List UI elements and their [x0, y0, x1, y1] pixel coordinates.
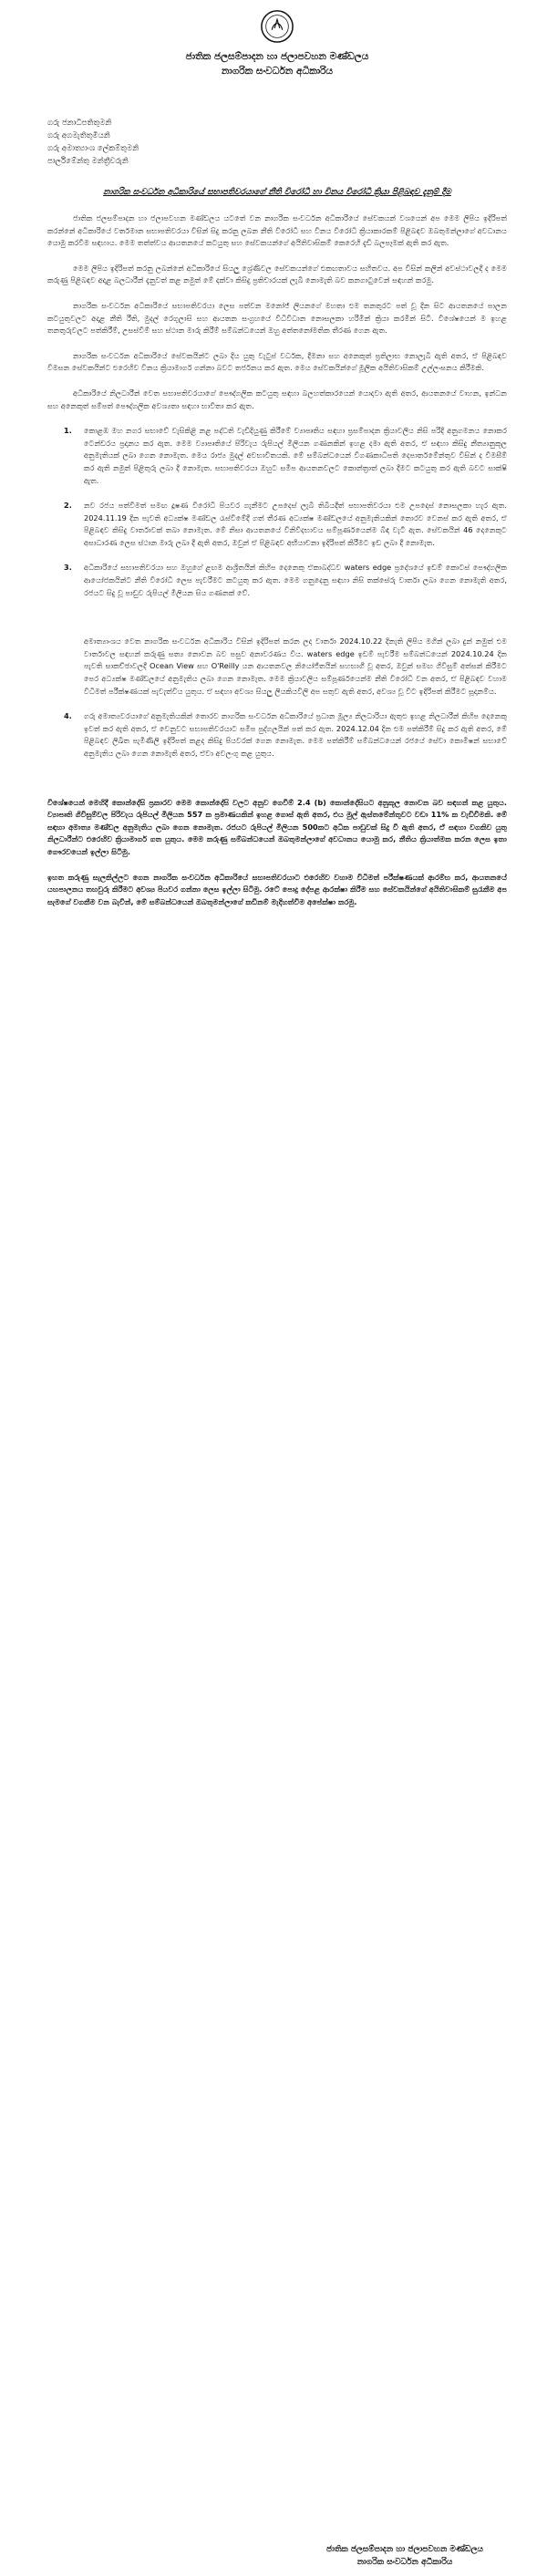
numbered-item — [47, 500, 507, 549]
item-number: 2. — [64, 501, 72, 511]
office-name: නාගරික සංවර්ධන අධිකාරිය — [221, 66, 334, 77]
emphasis-paragraph — [47, 797, 507, 859]
item-number: 4. — [64, 711, 72, 721]
numbered-item — [47, 562, 507, 599]
body-paragraph: ජාතික ජලසම්පාදන හා ජලාපවහන මණ්ඩලය යටතේ වන නාගරික සංවර්ධන අධිකාරියේ සේවකයන් වශයෙන් අප මෙම ලිපිය ඉදිරිපත් කරන්නේ අධිකාරියේ වර්තමාන සභාපතිවරයා විසින් සිදු කරනු ලබන නීති විරෝධී සහ විනය විරෝධී ක්‍රියාකාරකම් පිළිබඳව ඔබතුමන්ලාගේ අවධානය යොමු කරවීම සඳහාය. මෙම තත්ත්වය ආයතනයේ කටයුතු සහ සේවකයන්ගේ අයිතිවාසිකම් කෙරෙහි දැඩි බලපෑමක් ඇති කර ඇත. — [47, 213, 507, 248]
numbered-item — [47, 425, 507, 487]
emblem-icon — [260, 9, 294, 44]
item-text: අමාත්‍යාංශය වෙත නාගරික සංවර්ධන අධිකාරිය විසින් ඉදිරිපත් කරන ලද වාර්තා 2024.10.22 දිනැති ලිපිය මගින් ලබා දුන් නමුත් එම වාර්තාවල සඳහන් කරුණු සත්‍ය නොවන බව පසුව අනාවරණය විය. waters edge ඉඩම් පැවරීම සම්බන්ධයෙන් 2024.10.24 දින පැවති සාකච්ඡාවලදී Ocean View සහ O'Reilly යන ආයතනවල නියෝජිතයින් සහභාගී වූ අතර, ඔවුන් සමඟ ගිවිසුම් අත්සන් කිරීමට පෙර අධ්‍යක්ෂ මණ්ඩලයේ අනුමැතිය ලබා ගෙන නොමැත. මෙම ක්‍රියාවලිය සම්පූර්ණයෙන්ම නීති විරෝධී වන අතර, ඒ පිළිබඳව වහාම විධිමත් පරීක්ෂණයක් පැවැත්විය යුතුය. ඒ සඳහා අවශ්‍ය සියලු ලියකියවිලි අප සතුව ඇති අතර, අවශ්‍ය වූ විට ඉදිරිපත් කිරීමට සූදානම්ය. — [84, 636, 507, 696]
closing-paragraph: ඉහත කරුණු සැලකිල්ලට ගෙන නාගරික සංවර්ධන අධිකාරියේ සභාපතිවරයාට එරෙහිව වහාම විධිමත් පරීක්ෂණයක් ආරම්භ කර, ආයතනයේ යහපාලනය තහවුරු කිරීමට අවශ්‍ය පියවර ගන්නා ලෙස ඉල්ලා සිටිමු. රටේ පොදු දේපළ ආරක්ෂා කිරීම සහ සේවකයින්ගේ අයිතිවාසිකම් සුරැකීම අප සැමගේ වගකීම වන බැවින්, මේ සම්බන්ධයෙන් ඔබතුමන්ලාගේ කඩිනම් මැදිහත්වීම අපේක්ෂා කරමු. — [47, 872, 507, 906]
addressee-line: පාර්ලිමේන්තු මන්ත්‍රීවරුනි — [47, 157, 129, 166]
org-name: ජාතික ජලසම්පාදන හා ජලාපවහන මණ්ඩලය — [185, 51, 369, 62]
item-number: 3. — [64, 563, 72, 573]
addressee-line: ගරු ජනාධිපතිතුමනි — [47, 119, 112, 128]
signature-office: නාගරික සංවර්ධන අධිකාරිය — [356, 2558, 453, 2567]
body-paragraph: නාගරික සංවර්ධන අධිකාරියේ සභාපතිවරයා ලෙස පත්වන මනෝජ් ලියනගේ මහතා එම තනතුරට පත් වූ දින සිට ආයතනයේ පාලන කටයුතුවලට අදාළ නීති රීති, මුදල් රෙගුලාසි සහ ආයතන සංග්‍රහයේ විධිවිධාන නොසලකා හරිමින් ක්‍රියා කරමින් සිටී. විශේෂයෙන් ම ඉහළ තනතුරුවලට පත්කිරීම්, උසස්වීම් සහ ස්ථාන මාරු කිරීම් සම්බන්ධයෙන් ඔහු අත්තනෝමතික තීරණ ගෙන ඇත. — [47, 300, 507, 336]
body-paragraph: අධිකාරියේ නිලධාරීන් වෙත සභාපතිවරයාගේ පෞද්ගලික කටයුතු සඳහා බලහත්කාරයෙන් යොදවා ඇති අතර, ආයතනයේ වාහන, ඉන්ධන සහ අනෙකුත් සම්පත් පෞද්ගලික අවශ්‍යතා සඳහා භාවිතා කර ඇත. — [47, 388, 507, 410]
item-text: නව රජය පත්වීමත් සමඟ දූෂණ විරෝධී පියවර ගැනීමට උපදෙස් ලැබී තිබියදීත් සභාපතිවරයා එම උපදෙස් නොසලකා හැර ඇත. 2024.11.19 දින පැවති අධ්‍යක්ෂ මණ්ඩල රැස්වීමේදී ගත් තීරණ අධ්‍යක්ෂ මණ්ඩලයේ අනුමැතියකින් තොරව වෙනස් කර ඇති අතර, ඒ පිළිබඳව කිසිදු වාර්තාවක් තබා නොමැත. මේ නිසා ආයතනයේ විනිවිදභාවය සම්පූර්ණයෙන්ම බිඳ වැටී ඇත. සේවකයින් 46 දෙනෙකුට අසාධාරණ ලෙස ස්ථාන මාරු ලබා දී ඇති අතර, ඔවුන් ඒ පිළිබඳව අභියාචනා ඉදිරිපත් කිරීමට ඉඩ ලබා දී නොමැත. — [84, 501, 507, 547]
item-text: කොළඹ මහ නගර සභාවේ වැසිකිළි නළ පද්ධති වැඩිදියුණු කිරීමේ ව්‍යාපෘතිය සඳහා ප්‍රසම්පාදන ක්‍රියාවලිය නිසි පරිදි අනුගමනය නොකර ටෙන්ඩරය ප්‍රදානය කර ඇත. මෙම ව්‍යාපෘතියේ පිරිවැය රුපියල් මිලියන ගණනකින් ඉහළ දමා ඇති අතර, ඒ සඳහා කිසිදු නීත්‍යානුකූල අනුමැතියක් ලබා ගෙන නොමැත. මෙය රාජ්‍ය මුදල් අවභාවිතයකි. මේ සම්බන්ධයෙන් විගණකාධිපති දෙපාර්තමේන්තුව විසින් ද විමසීම් කර ඇති නමුත් පිළිතුරු ලබා දී නොමැත. සභාපතිවරයා ඔහුට සමීප ආයතනවලට කොන්ත්‍රාත් ලබා දීමට කටයුතු කර ඇති බවට සාක්ෂි ඇත. — [84, 426, 507, 485]
item-number: 1. — [64, 426, 72, 436]
signature-org: ජාතික ජලසම්පාදන හා ජලාපවහන මණ්ඩලය — [326, 2545, 483, 2554]
addressee-line: ගරු අමාත්‍යාංශ ලේකම්තුමනි — [47, 144, 139, 153]
item-text: ගරු අමාත්‍යවරයාගේ අනුමැතියකින් තොරව නාගරික සංවර්ධන අධිකාරියේ ප්‍රධාන මූල්‍ය නිලධාරියා ඇතුළු ඉහළ නිලධාරීන් කිහිප දෙනෙකු ඉවත් කර ඇති අතර, ඒ වෙනුවට සභාපතිවරයාට සමීප පුද්ගලයින් පත් කර ඇත. 2024.12.04 දින එම පත්කිරීම් සිදු කර ඇති අතර, මේ පිළිබඳව ලිඛිත පැමිණිලි ඉදිරිපත් කළද කිසිදු පියවරක් ගෙන නොමැත. මෙම පත්කිරීම් සම්බන්ධයෙන් රජයේ සේවා කොමිෂන් සභාවේ අනුමැතිය ලබා ගෙන නොමැති අතර, ඒවා අවලංගු කළ යුතුය. — [84, 711, 507, 758]
letter-header — [47, 0, 507, 78]
addressee-line: ගරු අගමැතිතුමියනි — [47, 131, 110, 140]
body-paragraph: නාගරික සංවර්ධන අධිකාරියේ සේවකයින්ට ලබා දිය යුතු වැටුප් වර්ධක, දීමනා සහ අනෙකුත් ප්‍රතිලාභ නොලැබී ඇති අතර, ඒ පිළිබඳව විමසන සේවකයින්ට එරෙහිව විනය ක්‍රියාමාර්ග ගන්නා බවට තර්ජනය කර ඇත. මෙය සේවකයින්ගේ මූලික අයිතිවාසිකම් උල්ලංඝනය කිරීමකි. — [47, 350, 507, 373]
continuation-paragraph — [47, 636, 507, 698]
item-text: අධිකාරියේ සභාපතිවරයා සහ ඔහුගේ ළඟම ආශ්‍රිතයින් කිහිප දෙනෙකු ඒකාබද්ධව waters edge ප්‍රදේශයේ ඉඩම් කොටස් පෞද්ගලික ආයෝජකයින්ට නීති විරෝධී ලෙස පැවරීමට කටයුතු කර ඇත. මෙම ගනුදෙනු සඳහා නිසි තක්සේරු වාර්තා ලබා ගෙන නොමැති අතර, රජයට සිදු වූ පාඩුව රුපියල් මිලියන සිය ගණනක් වේ. — [84, 563, 507, 597]
letter-subject: නාගරික සංවර්ධන අධිකාරියේ සභාපතිවරයාගේ නීති විරෝධී හා විනය විරෝධී ක්‍රියා පිළිබඳව දැනුම් දීම — [103, 188, 451, 197]
item-text: විශේෂයෙන් මෙහිදී කොන්දේසි ප්‍රකාරව මෙම කොන්දේසි වලට අනුව ගෙවීම් 2.4 (b) කොන්දේසියට අනුකූල නොවන බව සඳහන් කළ යුතුය. ව්‍යාපෘති ගිවිසුම්වල පිරිවැය රුපියල් මිලියන 557 ක ප්‍රමාණයකින් ඉහළ ගොස් ඇති අතර, එය මුල් ඇස්තමේන්තුවට වඩා 11% ක වැඩිවීමකි. මේ සඳහා අමාත්‍ය මණ්ඩල අනුමැතිය ලබා ගෙන නොමැත. රජයට රුපියල් මිලියන 500කට අධික පාඩුවක් සිදු වී ඇති අතර, ඒ සඳහා වගකිව යුතු නිලධාරීන්ට එරෙහිව ක්‍රියාමාර්ග ගත යුතුය. මෙම කරුණු සම්බන්ධයෙන් ඔබතුමන්ලාගේ අවධානය යොමු කර, නීතිය ක්‍රියාත්මක කරන ලෙස ඉතා ගෞරවයෙන් ඉල්ලා සිටිමු. — [47, 797, 507, 856]
addressee-list — [47, 117, 507, 168]
body-paragraph: මෙම ලිපිය ඉදිරිපත් කරනු ලබන්නේ අධිකාරියේ සියලු ශ්‍රේණිවල සේවකයන්ගේ එකඟතාවය සහිතවය. අප විසින් කලින් අවස්ථාවලදී ද මෙම කරුණු පිළිබඳව අදාළ බලධාරීන් දැනුවත් කළ නමුත් මේ දක්වා කිසිදු ප්‍රතිචාරයක් ලැබී නොමැති බව කනගාටුවෙන් සඳහන් කරමු. — [47, 263, 507, 285]
letter-signature-block — [0, 2543, 547, 2569]
numbered-item — [47, 710, 507, 760]
